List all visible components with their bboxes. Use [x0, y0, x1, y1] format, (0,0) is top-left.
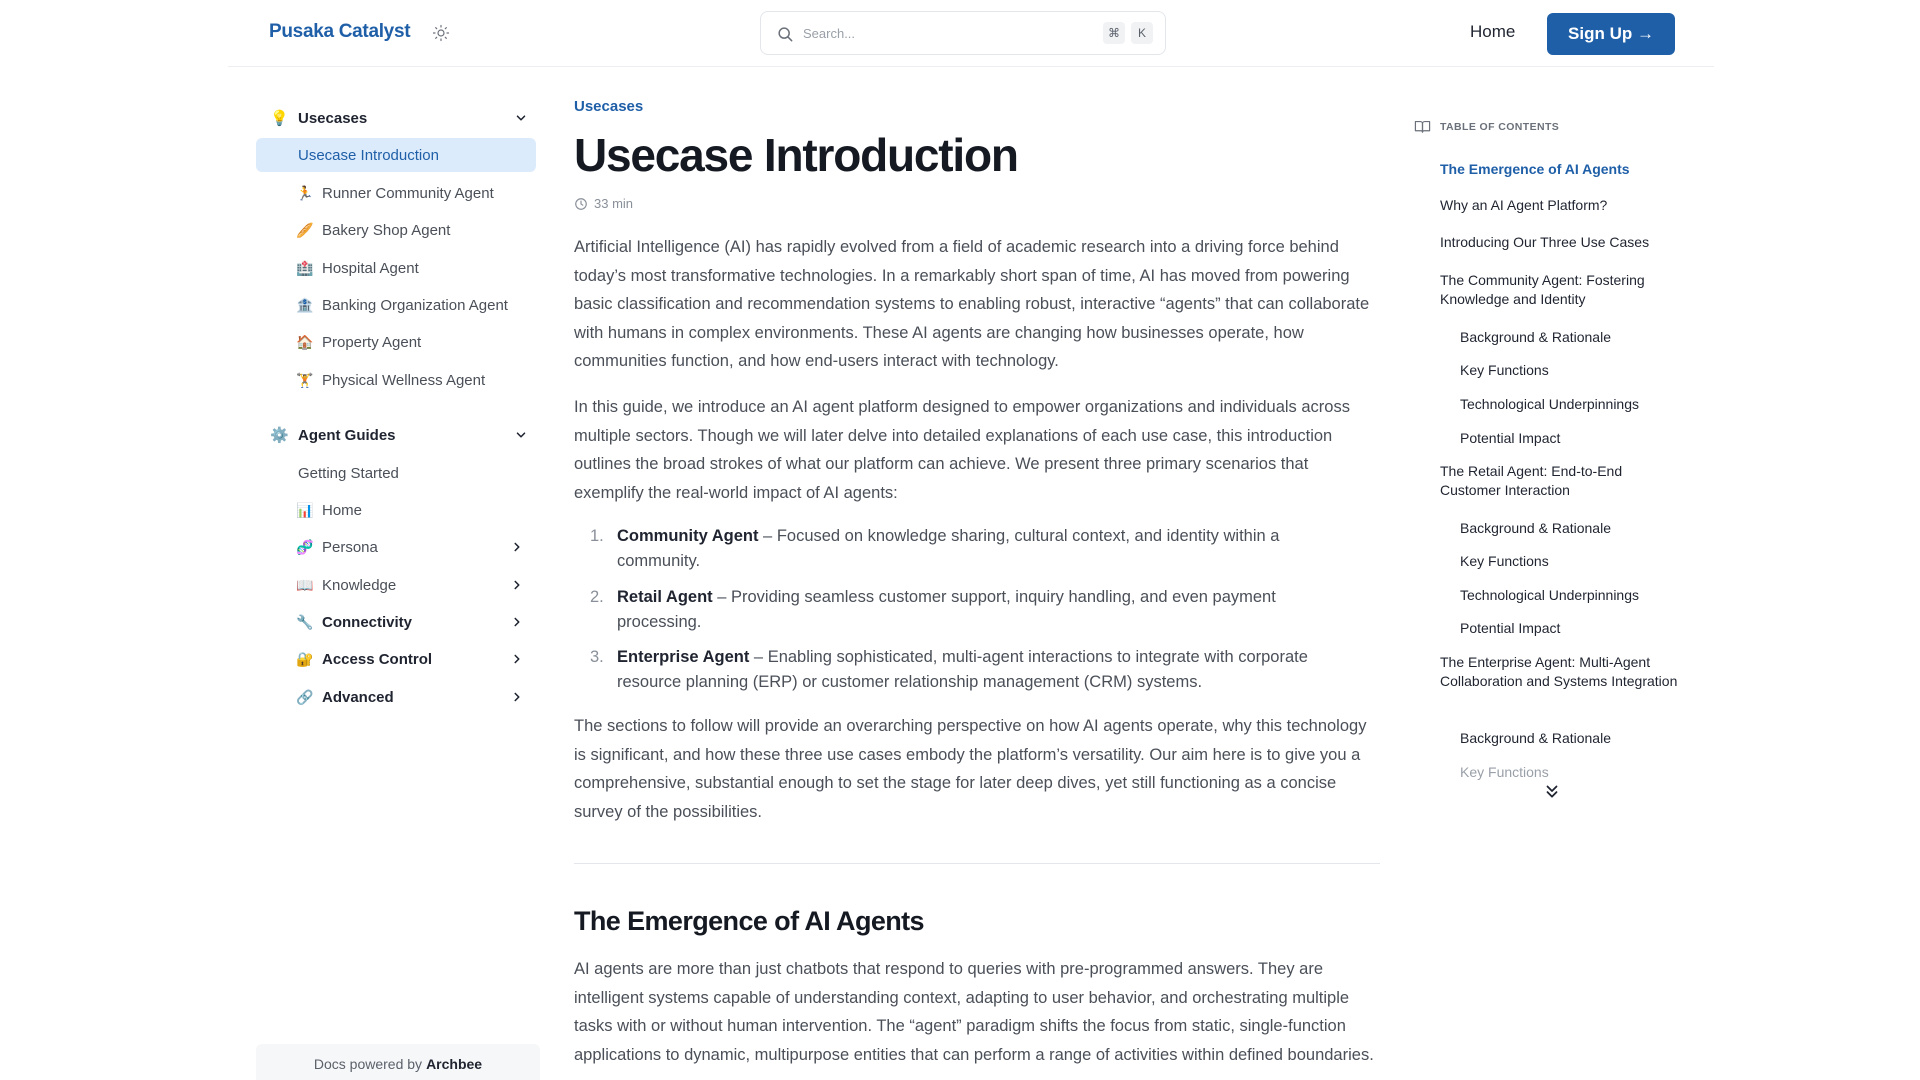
chevron-right-icon[interactable]: [510, 578, 524, 592]
link-icon: 🔗: [296, 688, 314, 705]
sidebar-item-label: Physical Wellness Agent: [322, 371, 486, 389]
sidebar-section-label: Usecases: [298, 109, 368, 127]
sidebar-item-label: Persona: [322, 538, 378, 556]
book-icon: 📖: [296, 576, 314, 593]
lightbulb-icon: 💡: [270, 110, 289, 127]
search-box[interactable]: [760, 11, 1166, 55]
book-open-icon: [1414, 119, 1431, 134]
sidebar-item-label: Advanced: [322, 688, 394, 706]
sidebar-item-getting-started[interactable]: [256, 456, 536, 490]
chevron-down-icon[interactable]: [514, 111, 528, 125]
signup-button[interactable]: Sign Up →: [1547, 13, 1675, 55]
chevron-right-icon[interactable]: [510, 652, 524, 666]
nav-home-link[interactable]: Home: [1470, 22, 1516, 41]
read-time-value: 33 min: [594, 196, 634, 211]
toc-subitem[interactable]: Background & Rationale: [1460, 730, 1611, 746]
dna-icon: 🧬: [296, 538, 314, 555]
read-time: [574, 196, 633, 211]
toc-subitem[interactable]: Background & Rationale: [1460, 329, 1611, 345]
weightlifter-icon: 🏋: [296, 371, 314, 388]
toc-subitem[interactable]: Background & Rationale: [1460, 520, 1611, 536]
sidebar-item-access-control[interactable]: [256, 642, 536, 676]
hospital-icon: 🏥: [296, 259, 314, 276]
guide-paragraph: In this guide, we introduce an AI agent platform designed to empower organizations and individuals across multiple sectors. Though we will later delve into detailed explanations of each use case, this introduction outlines the broad strokes of what our platform can achieve. We present three primary scenarios that exemplify the real-world impact of AI agents:: [574, 398, 1350, 502]
wrench-icon: 🔧: [296, 613, 314, 630]
chevron-right-icon[interactable]: [510, 690, 524, 704]
sidebar-item-label: Banking Organization Agent: [322, 296, 508, 314]
intro-paragraph: Artificial Intelligence (AI) has rapidly evolved from a field of academic research into a driving force behind today’s most transformative technologies. In a remarkably short span of time, AI has moved from powering basic classification and recommendation systems to enabling robust, interactive “agents” that can collaborate with humans in complex environments. These AI agents are changing how businesses operate, how communities function, and how end-users interact with technology.: [574, 238, 1370, 370]
toc-subitem[interactable]: Key Functions: [1460, 553, 1549, 569]
sidebar-item-property-agent[interactable]: [256, 325, 536, 359]
sidebar-item-usecase-introduction[interactable]: [256, 138, 536, 172]
toc-item[interactable]: The Community Agent: Fostering Knowledge and Identity: [1440, 272, 1645, 307]
sidebar-section-label: Agent Guides: [298, 426, 396, 444]
sidebar-item-label: Access Control: [322, 650, 433, 668]
sections-paragraph: The sections to follow will provide an overarching perspective on how AI agents operate, why this technology is significant, and how these three use cases embody the platform’s versatility. Our aim here is to give you a comprehensive, substantial enough to set the stage for later deep dives, yet still functioning as a concise survey of the possibilities.: [574, 717, 1367, 821]
search-input[interactable]: [803, 12, 1063, 54]
toc-subitem[interactable]: Potential Impact: [1460, 430, 1561, 446]
toc-heading-label: TABLE OF CONTENTS: [1440, 120, 1560, 133]
list-desc: – Enabling sophisticated, multi-agent interactions to integrate with corporate resource planning (ERP) or customer relationship management (CRM) systems.: [617, 648, 1308, 691]
sidebar-item-label: Hospital Agent: [322, 259, 419, 277]
list-desc: – Providing seamless customer support, inquiry handling, and even payment processing.: [617, 588, 1276, 631]
powered-by-brand: Archbee: [426, 1056, 483, 1072]
list-term: Enterprise Agent: [617, 648, 750, 666]
list-desc: – Focused on knowledge sharing, cultural context, and identity within a community.: [617, 527, 1280, 570]
gear-icon: ⚙️: [270, 427, 289, 444]
top-header: [0, 0, 1920, 68]
search-icon: [775, 24, 795, 44]
sidebar-item-physical-wellness-agent[interactable]: [256, 363, 536, 397]
list-term: Retail Agent: [617, 588, 713, 606]
sidebar-item-label: Getting Started: [298, 464, 399, 482]
list-number: 1.: [590, 527, 604, 545]
sidebar-section-agent-guides[interactable]: [256, 420, 540, 450]
sidebar-item-persona[interactable]: [256, 530, 536, 564]
toc-subitem[interactable]: Key Functions: [1460, 764, 1549, 780]
sidebar-item-label: Runner Community Agent: [322, 184, 494, 202]
sidebar-section-usecases[interactable]: [256, 103, 540, 133]
sidebar-item-hospital-agent[interactable]: [256, 251, 536, 285]
toc-subitem[interactable]: Key Functions: [1460, 362, 1549, 378]
sidebar-item-label: Usecase Introduction: [298, 146, 439, 164]
chevron-right-icon[interactable]: [510, 615, 524, 629]
sidebar-item-label: Bakery Shop Agent: [322, 221, 451, 239]
sidebar-item-label: Property Agent: [322, 333, 422, 351]
runner-icon: 🏃: [296, 184, 314, 201]
shortcut-key-k: K: [1131, 22, 1153, 44]
toc-item[interactable]: The Emergence of AI Agents: [1440, 161, 1630, 177]
chevrons-down-icon[interactable]: [1543, 782, 1561, 800]
toc-subitem[interactable]: Technological Underpinnings: [1460, 396, 1640, 412]
toc-subitem[interactable]: Technological Underpinnings: [1460, 587, 1640, 603]
powered-by-prefix: Docs powered by: [313, 1056, 423, 1072]
sidebar-item-bakery-shop-agent[interactable]: [256, 213, 536, 247]
breadcrumb[interactable]: Usecases: [574, 98, 644, 115]
bank-icon: 🏦: [296, 296, 314, 313]
house-icon: 🏠: [296, 333, 314, 350]
powered-by-badge[interactable]: [256, 1044, 540, 1080]
toc-subitem[interactable]: Potential Impact: [1460, 620, 1561, 636]
sidebar-item-runner-community-agent[interactable]: [256, 176, 536, 210]
shortcut-key-cmd: ⌘: [1103, 22, 1125, 44]
emergence-paragraph: AI agents are more than just chatbots that respond to queries with pre-programmed answers. They are intelligent systems capable of understanding context, adapting to user behavior, and orchestrating multiple tasks with or without human intervention. The “agent” paradigm shifts the focus from static, single-function applications to dynamic, multipurpose entities that can perform a range of activities within defined boundaries.: [574, 960, 1374, 1064]
toc-item[interactable]: The Retail Agent: End-to-End Customer Interaction: [1440, 463, 1623, 498]
sidebar-item-label: Knowledge: [322, 576, 397, 594]
bread-icon: 🥖: [296, 221, 314, 238]
sidebar-item-label: Connectivity: [322, 613, 413, 631]
list-number: 2.: [590, 588, 604, 606]
toc-item[interactable]: Why an AI Agent Platform?: [1440, 197, 1608, 213]
toc-heading: [1414, 119, 1559, 134]
sidebar-item-connectivity[interactable]: [256, 605, 536, 639]
lock-icon: 🔐: [296, 650, 314, 667]
bar-chart-icon: 📊: [296, 501, 314, 518]
section-heading: The Emergence of AI Agents: [574, 906, 924, 936]
sidebar-item-banking-organization-agent[interactable]: [256, 288, 536, 322]
sidebar-item-knowledge[interactable]: [256, 568, 536, 602]
toc-item[interactable]: The Enterprise Agent: Multi-Agent Collaboration and Systems Integration: [1440, 654, 1678, 689]
brand-logo[interactable]: Pusaka Catalyst: [269, 21, 411, 42]
chevron-down-icon[interactable]: [514, 428, 528, 442]
list-number: 3.: [590, 648, 604, 666]
sidebar-item-home[interactable]: [256, 493, 536, 527]
clock-icon: [574, 197, 588, 211]
theme-toggle-button[interactable]: [430, 22, 452, 44]
sidebar-item-label: Home: [322, 501, 363, 519]
header-divider: [228, 66, 1714, 67]
chevron-right-icon[interactable]: [510, 540, 524, 554]
section-divider: [574, 863, 1380, 864]
sun-icon: [432, 24, 450, 42]
list-term: Community Agent: [617, 527, 759, 545]
toc-item[interactable]: Introducing Our Three Use Cases: [1440, 234, 1650, 250]
page-title: Usecase Introduction: [574, 129, 1018, 181]
sidebar-item-advanced[interactable]: [256, 680, 536, 714]
